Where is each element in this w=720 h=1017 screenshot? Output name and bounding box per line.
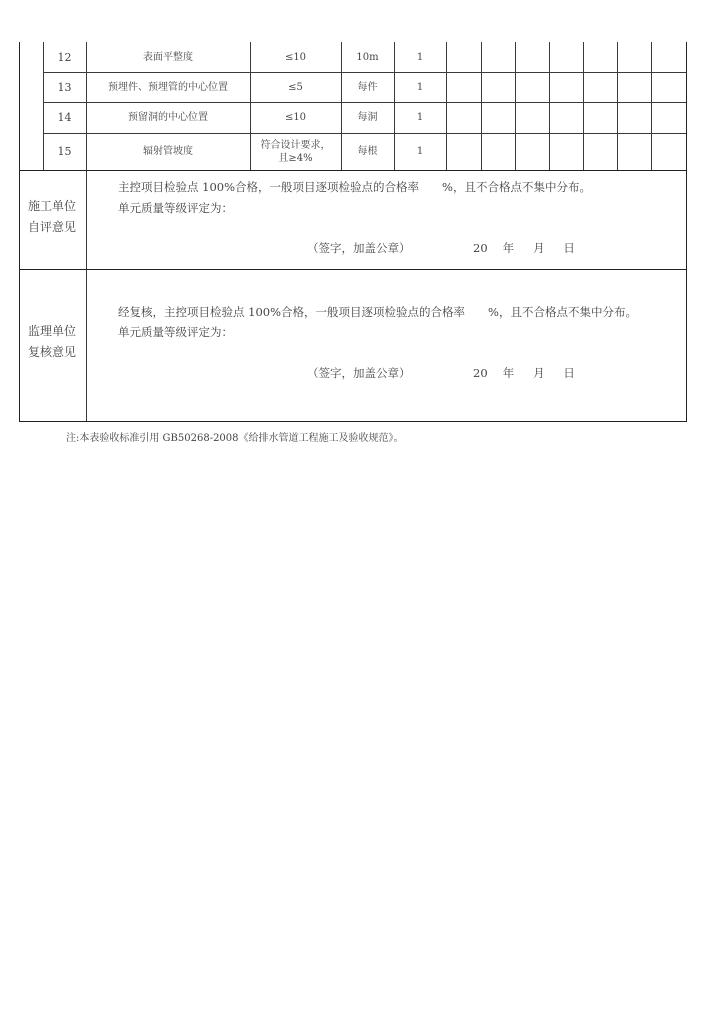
- col-line: [617, 42, 618, 170]
- supervision-date: 20 年 月 日: [473, 366, 575, 380]
- table-border-right: [686, 42, 687, 422]
- footnote: 注:本表验收标准引用 GB50268-2008《给排水管道工程施工及验收规范》。: [66, 433, 404, 444]
- row-number: 12: [57, 50, 72, 64]
- check-item: 预埋件、预埋管的中心位置: [108, 81, 228, 93]
- section-line: [19, 269, 687, 270]
- supervision-label-line: 复核意见: [27, 345, 76, 359]
- supervision-opinion-line: 经复核，主控项目检验点 100%合格，一般项目逐项检验点的合格率 %，且不合格点不集中分布。: [118, 305, 637, 319]
- row-number: 15: [57, 145, 72, 158]
- construction-opinion-line: 主控项目检验点 100%合格，一般项目逐项检验点的合格率 %，且不合格点不集中分布。: [118, 180, 591, 194]
- check-frequency: 每洞: [357, 112, 378, 123]
- allowed-deviation: ≤5: [288, 81, 303, 93]
- allowed-deviation: [250, 133, 341, 170]
- allowed-deviation-line: 符合设计要求，: [260, 139, 331, 151]
- construction-label: [19, 196, 85, 238]
- col-line: [583, 42, 584, 170]
- check-item: 表面平整度: [143, 51, 193, 63]
- check-frequency: 每件: [357, 81, 378, 93]
- construction-date: 20 年 月 日: [473, 241, 575, 255]
- col-line: [481, 42, 482, 170]
- col-line: [651, 42, 652, 170]
- construction-grade-line: 单元质量等级评定为：: [118, 201, 233, 215]
- supervision-grade-line: 单元质量等级评定为：: [118, 325, 233, 339]
- construction-label-line: 自评意见: [27, 220, 76, 234]
- col-line: [446, 42, 447, 170]
- row-number: 14: [57, 111, 72, 124]
- table-border-bottom: [19, 421, 687, 422]
- allowed-deviation-line: 且≥4%: [278, 152, 313, 164]
- supervision-label: [19, 321, 85, 363]
- construction-signature: （签字，加盖公章）: [307, 241, 411, 255]
- row-number: 13: [57, 80, 72, 94]
- check-frequency: 每根: [357, 146, 378, 157]
- check-item: 辐射管坡度: [143, 146, 193, 157]
- check-item: 预留洞的中心位置: [128, 112, 208, 123]
- check-count: 1: [416, 81, 424, 93]
- supervision-signature: （签字，加盖公章）: [307, 366, 411, 380]
- check-frequency: 10m: [356, 51, 379, 63]
- supervision-label-line: 监理单位: [27, 324, 76, 338]
- check-count: 1: [416, 51, 424, 63]
- col-line: [549, 42, 550, 170]
- allowed-deviation: ≤10: [284, 51, 307, 63]
- check-count: 1: [416, 146, 424, 157]
- construction-label-line: 施工单位: [27, 199, 76, 213]
- section-line: [19, 170, 687, 171]
- check-count: 1: [416, 112, 424, 123]
- allowed-deviation: ≤10: [284, 112, 307, 123]
- col-line: [515, 42, 516, 170]
